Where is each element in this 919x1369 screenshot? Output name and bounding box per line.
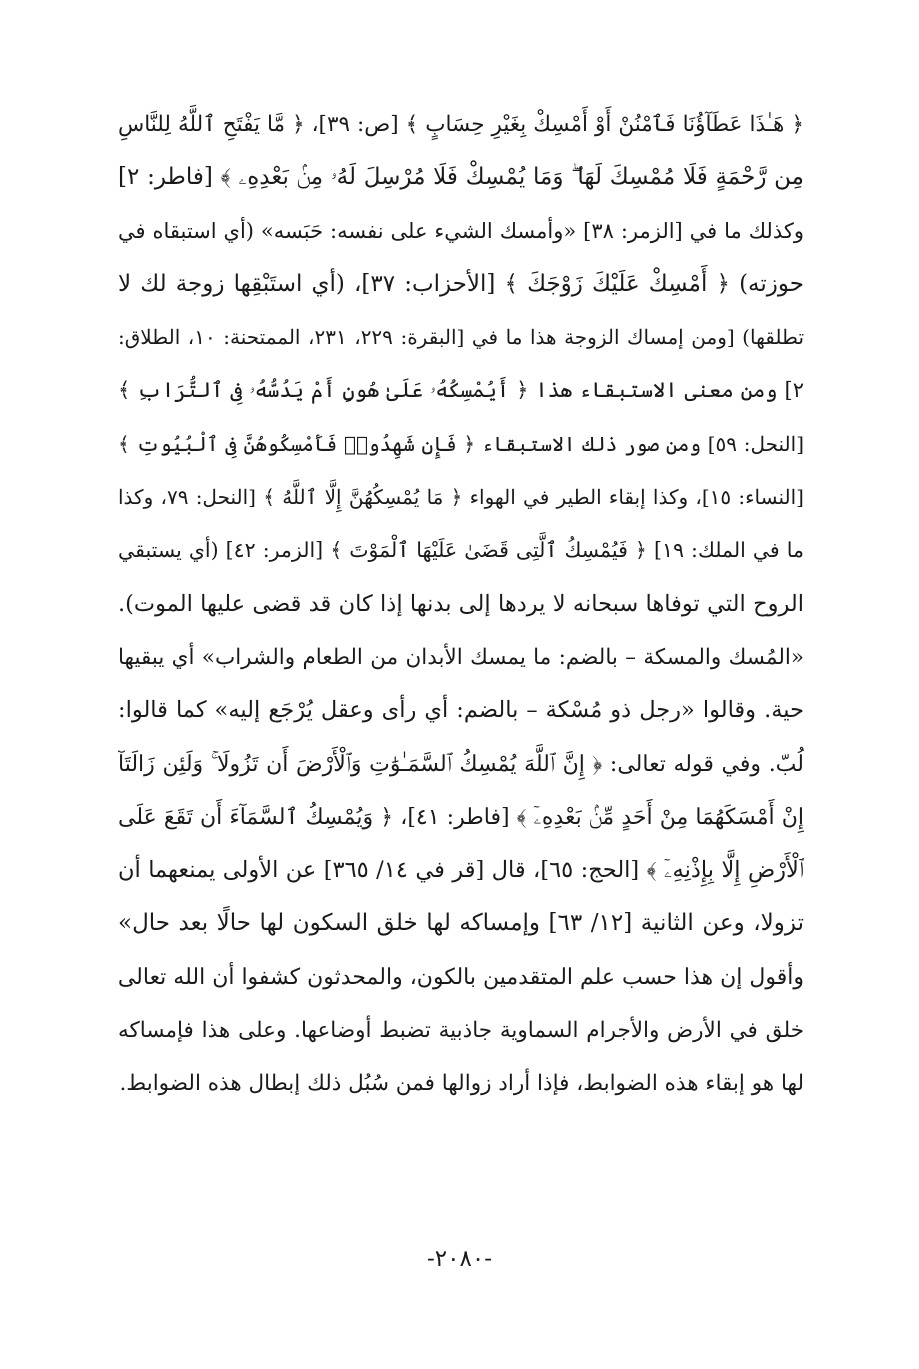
text-line: [النحل: ٥٩] ومن صور ذلك الاستبقاء ﴿ فَإِن شَهِدُوا۟ فَأَمْسِكُوهُنَّ فِى ٱلْبُيُوتِ ﴾ [118, 431, 804, 456]
text-line: وأقول إن هذا حسب علم المتقدمين بالكون، والمحدثون كشفوا أن الله تعالى [118, 964, 804, 990]
text-line: [النساء: ١٥]، وكذا إبقاء الطير في الهواء ﴿ مَا يُمْسِكُهُنَّ إِلَّا ٱللَّهُ ﴾ [النحل: ٧٩، وكذا [118, 485, 804, 510]
text-line: لُبّ. وفي قوله تعالى: ﴿ إِنَّ ٱللَّهَ يُمْسِكُ ٱلسَّمَـٰوَٰتِ وَٱلْأَرْضَ أَن تَزُولَا ۚ وَلَئِن زَالَتَآ [118, 751, 804, 777]
text-line: إِنْ أَمْسَكَهُمَا مِنْ أَحَدٍ مِّنۢ بَعْدِهِۦٓ ﴾ [فاطر: ٤١]، ﴿ وَيُمْسِكُ ٱلسَّمَآءَ أَن تَقَعَ عَلَى [118, 804, 804, 830]
text-line: ٱلْأَرْضِ إِلَّا بِإِذْنِهِۦٓ ﴾ [الحج: ٦٥]، قال [قر في ١٤/ ٣٦٥] عن الأولى يمنعهما أن [118, 857, 804, 884]
text-line: «المُسك والمسكة – بالضم: ما يمسك الأبدان من الطعام والشراب» أي يبقيها [118, 644, 804, 670]
text-line: لها هو إبقاء هذه الضوابط، فإذا أراد زوالها فمن سُبُل ذلك إبطال هذه الضوابط. [119, 1071, 804, 1097]
text-line: حية. وقالوا «رجل ذو مُسْكة – بالضم: أي رأى وعقل يُرْجَع إليه» كما قالوا: [118, 697, 804, 724]
text-line: تطلقها) [ومن إمساك الزوجة هذا ما في [البقرة: ٢٢٩، ٢٣١، الممتحنة: ١٠، الطلاق: [118, 325, 804, 350]
text-line: ٢] ومن معنى الاستبقاء هذا ﴿ أَيُمْسِكُهُۥ عَلَىٰ هُونٍ أَمْ يَدُسُّهُۥ فِى ٱلتُّرَابِ ﴾ [118, 378, 804, 403]
text-line: الروح التي توفاها سبحانه لا يردها إلى بدنها إذا كان قد قضى عليها الموت). [118, 590, 804, 617]
text-line: ﴿ هَـٰذَا عَطَآؤُنَا فَٱمْنُنْ أَوْ أَمْسِكْ بِغَيْرِ حِسَابٍ ﴾ [ص: ٣٩]، ﴿ مَّا يَفْتَحِ ٱللَّهُ لِلنَّاسِ [118, 112, 804, 137]
text-line: خلق في الأرض والأجرام السماوية جاذبية تضبط أوضاعها. وعلى هذا فإمساكه [118, 1018, 804, 1044]
text-line: حوزته) ﴿ أَمْسِكْ عَلَيْكَ زَوْجَكَ ﴾ [الأحزاب: ٣٧]، (أي استَبْقِها زوجة لك لا [118, 270, 804, 297]
text-line: مِن رَّحْمَةٍ فَلَا مُمْسِكَ لَهَا ۖ وَمَا يُمْسِكْ فَلَا مُرْسِلَ لَهُۥ مِنۢ بَعْدِهِۦ ﴾ [فاطر: ٢] [118, 164, 804, 191]
page-number: -٢٠٨٠- [427, 1246, 492, 1272]
text-line: ما في الملك: ١٩] ﴿ فَيُمْسِكُ ٱلَّتِى قَضَىٰ عَلَيْهَا ٱلْمَوْتَ ﴾ [الزمر: ٤٢] (أي يستبقي [118, 538, 804, 563]
text-line: تزولا، وعن الثانية [١٢/ ٦٣] وإمساكه لها خلق السكون لها حالًا بعد حال» [118, 910, 804, 937]
document-page [118, 98, 804, 1111]
text-line: وكذلك ما في [الزمر: ٣٨] «وأمسك الشيء على نفسه: حَبَسه» (أي استبقاه في [118, 218, 804, 243]
